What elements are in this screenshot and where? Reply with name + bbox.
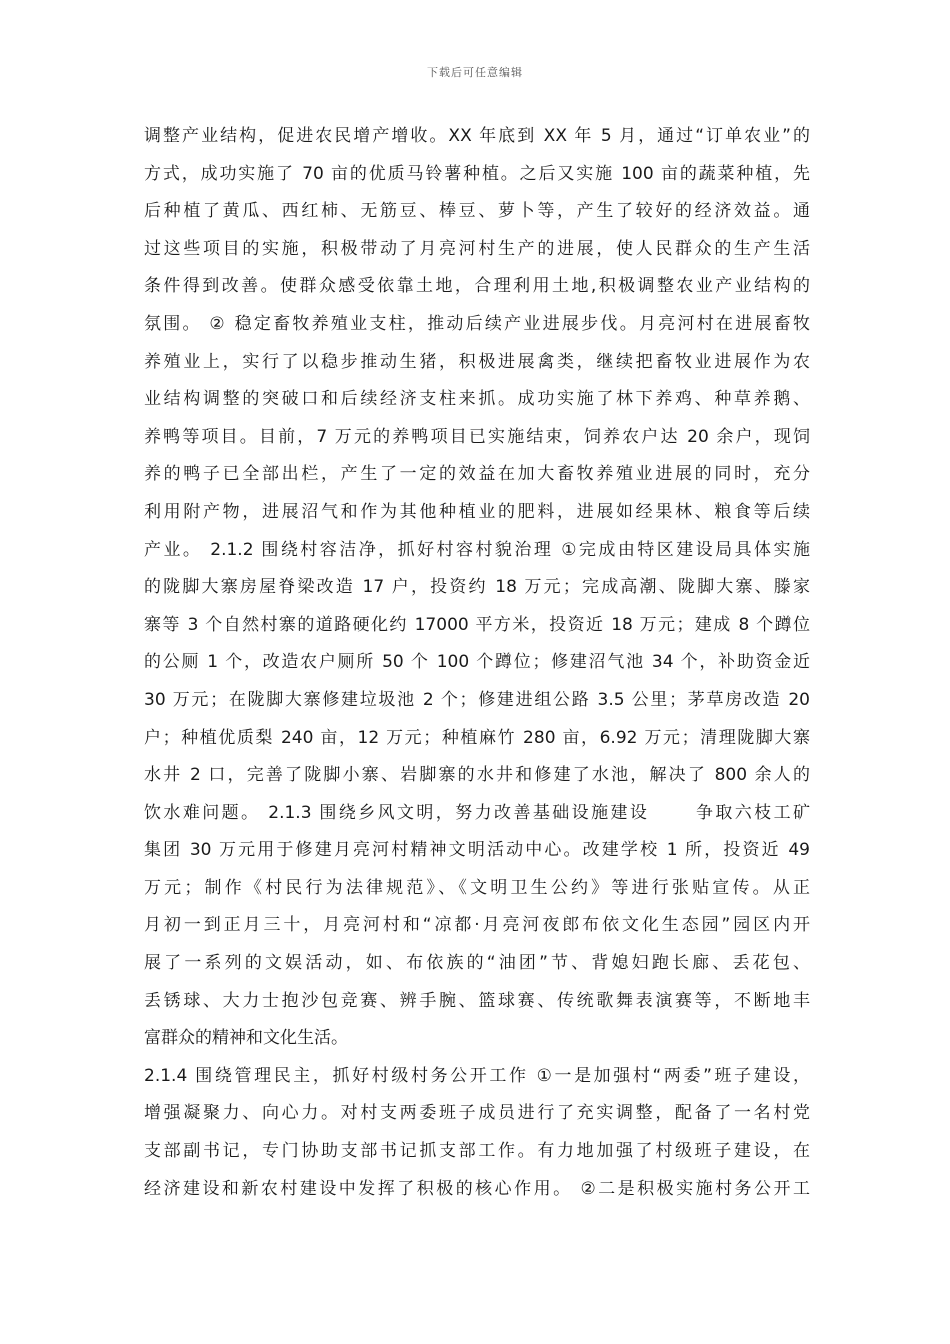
text-line: 户；种植优质梨 240 亩，12 万元；种植麻竹 280 亩，6.92 万元；清理陇脚大寨	[144, 727, 810, 748]
text-line: 的公厕 1 个，改造农户厕所 50 个 100 个蹲位；修建沼气池 34 个，补助资金近	[144, 652, 810, 673]
text-line: 后种植了黄瓜、西红柿、无筋豆、棒豆、萝卜等，产生了较好的经济效益。通	[144, 201, 810, 222]
paragraph-2	[144, 1058, 810, 1208]
text-line: 丢锈球、大力士抱沙包竞赛、辨手腕、篮球赛、传统歌舞表演赛等，不断地丰	[144, 990, 810, 1011]
text-line: 氛围。 ② 稳定畜牧养殖业支柱，推动后续产业进展步伐。月亮河村在进展畜牧	[144, 313, 810, 334]
text-line: 30 万元；在陇脚大寨修建垃圾池 2 个；修建进组公路 3.5 公里；茅草房改造 20	[144, 689, 810, 710]
text-line: 支部副书记，专门协助支部书记抓支部工作。有力地加强了村级班子建设，在	[144, 1141, 810, 1162]
text-line: 万元；制作《村民行为法律规范》、《文明卫生公约》等进行张贴宣传。从正	[144, 877, 810, 898]
text-line: 经济建设和新农村建设中发挥了积极的核心作用。 ②二是积极实施村务公开工	[144, 1178, 810, 1199]
text-line: 集团 30 万元用于修建月亮河村精神文明活动中心。改建学校 1 所，投资近 49	[144, 840, 810, 861]
text-line: 养鸭等项目。目前，7 万元的养鸭项目已实施结束，饲养农户达 20 余户，现饲	[144, 426, 810, 447]
text-line: 水井 2 口，完善了陇脚小寨、岩脚寨的水井和修建了水池，解决了 800 余人的	[144, 765, 810, 786]
text-line: 条件得到改善。使群众感受依靠土地，合理利用土地,积极调整农业产业结构的	[144, 276, 810, 297]
text-line: 利用附产物，进展沼气和作为其他种植业的肥料，进展如经果林、粮食等后续	[144, 501, 810, 522]
text-line: 产业。 2.1.2 围绕村容洁净，抓好村容村貌治理 ①完成由特区建设局具体实施	[144, 539, 810, 560]
page-header: 下载后可任意编辑	[427, 66, 523, 79]
document-body	[144, 118, 810, 1208]
text-line: 月初一到正月三十，月亮河村和“凉都·月亮河夜郎布依文化生态园”园区内开	[144, 915, 810, 936]
text-line: 的陇脚大寨房屋脊梁改造 17 户，投资约 18 万元；完成高潮、陇脚大寨、滕家	[144, 577, 810, 598]
text-line: 养殖业上，实行了以稳步推动生猪，积极进展禽类，继续把畜牧业进展作为农	[144, 351, 810, 372]
text-line: 富群众的精神和文化生活。	[144, 1028, 348, 1049]
text-line: 寨等 3 个自然村寨的道路硬化约 17000 平方米，投资近 18 万元；建成 8 个蹲位	[144, 614, 810, 635]
text-line: 饮水难问题。 2.1.3 围绕乡风文明，努力改善基础设施建设 争取六枝工矿	[144, 802, 810, 823]
text-line: 过这些项目的实施，积极带动了月亮河村生产的进展，使人民群众的生产生活	[144, 238, 810, 259]
text-line: 2.1.4 围绕管理民主，抓好村级村务公开工作 ①一是加强村“两委”班子建设，	[144, 1065, 810, 1086]
text-line: 方式，成功实施了 70 亩的优质马铃薯种植。之后又实施 100 亩的蔬菜种植，先	[144, 163, 810, 184]
text-line: 增强凝聚力、向心力。对村支两委班子成员进行了充实调整，配备了一名村党	[144, 1103, 810, 1124]
text-line: 展了一系列的文娱活动，如、布依族的“油团”节、背媳妇跑长廊、丢花包、	[144, 953, 810, 974]
paragraph-1	[144, 118, 810, 1058]
text-line: 调整产业结构，促进农民增产增收。XX 年底到 XX 年 5 月，通过“订单农业”的	[144, 126, 810, 146]
text-line: 养的鸭子已全部出栏，产生了一定的效益在加大畜牧养殖业进展的同时，充分	[144, 464, 810, 485]
text-line: 业结构调整的突破口和后续经济支柱来抓。成功实施了林下养鸡、种草养鹅、	[144, 389, 810, 410]
